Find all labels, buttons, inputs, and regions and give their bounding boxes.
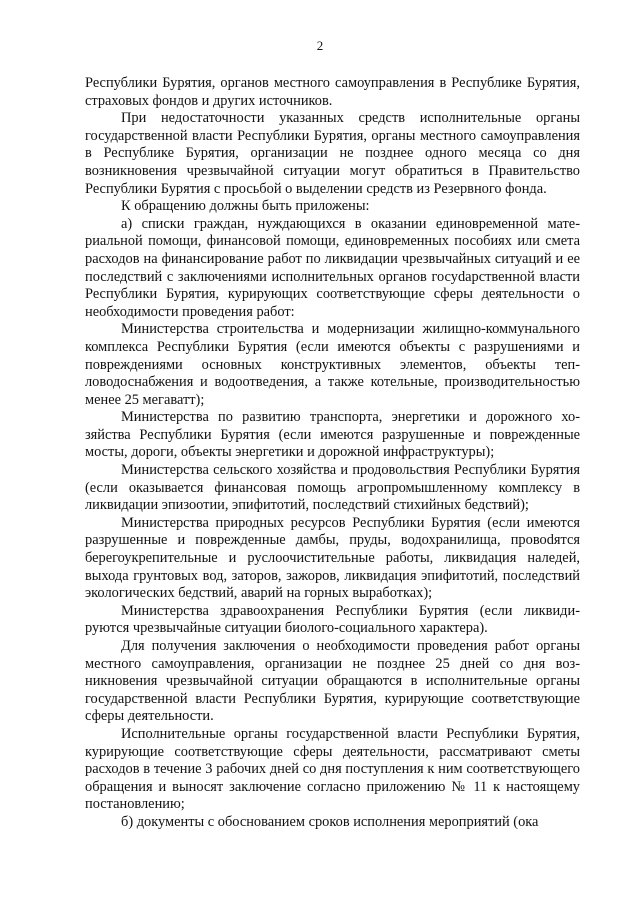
document-body [85,75,580,832]
body-paragraph: Министерства сельского хозяйства и продовольствия Республики Бурятия (если оказывается финансовая помощь агропромышленному комплексу в ликвидации эпизоотии, эпифитотий, последствий стихийных бедствий); [85,462,580,514]
body-paragraph: б) документы с обоснованием сроков исполнения мероприятий (ока [121,813,539,830]
body-paragraph: Министерства по развитию транспорта, энергетики и дорожного хозяйства Республики Бурятия (если имеются разрушенные и поврежденные мосты, дороги, объекты энергетики и дорожной инфраструктуры); [85,409,580,461]
page-number: 2 [316,38,324,53]
body-paragraph: Министерства строительства и модернизации жилищно-коммунального комплекса Республики Бурятия (если имеются объекты с разрушениями и повреждениями основных конструктивных элементов, объекты тепловодоснабжения и водоотведения, а также котельные, производительностью менее 25 мегаватт); [85,321,580,408]
body-paragraph: Министерства здравоохранения Республики Бурятия (если ликвидируются чрезвычайные ситуации биолого-социального характера). [85,602,580,637]
body-paragraph: К обращению должны быть приложены: [121,198,370,215]
body-paragraph: Республики Бурятия, органов местного самоуправления в Республике Бурятия, страховых фондов и других источников. [85,75,580,109]
body-paragraph: При недостаточности указанных средств исполнительные органы государственной власти Республики Бурятия, органы местного самоуправления в Республике Бурятия, организации не позднее одного месяца со дня возникновения чрезвычайной ситуации могут обратиться в Правительство Республики Бурятия с просьбой о выделении средств из Резервного фонда. [85,110,580,197]
body-paragraph: Для получения заключения о необходимости проведения работ органы местного самоуправления, организации не позднее 25 дней со дня возникновения чрезвычайной ситуации обращаются в исполнительные органы государственной власти Республики Бурятия, курирующие соответствующие сферы деятельности. [85,638,580,725]
body-paragraph: а) списки граждан, нуждающихся в оказании единовременной материальной помощи, финансовой помощи, единовременных пособиях или смета расходов на финансирование работ по ликвидации чрезвычайных ситуаций и ее последствий с заключениями исполнительных органов госуdарственной власти Республики Бурятия, курирующих соответствующие сферы деятельности о необходимости проведения работ: [85,215,580,320]
body-paragraph: Исполнительные органы государственной власти Республики Бурятия, курирующие соответствующие сферы деятельности, рассматривают сметы расходов в течение 3 рабочих дней со дня поступления к ним соответствующего обращения и выносят заключение согласно приложению № 11 к настоящему постановлению; [85,725,580,813]
body-paragraph: Министерства природных ресурсов Республики Бурятия (если имеются разрушенные и поврежденные дамбы, пруды, водохранилища, провоdятся берегоукрепительные и руслоочистительные работы, ликвидация наледей, выхода грунтовых вод, заторов, зажоров, ликвидация эпифитотий, последствий экологических бедствий, аварий на горных выработках); [85,514,580,602]
